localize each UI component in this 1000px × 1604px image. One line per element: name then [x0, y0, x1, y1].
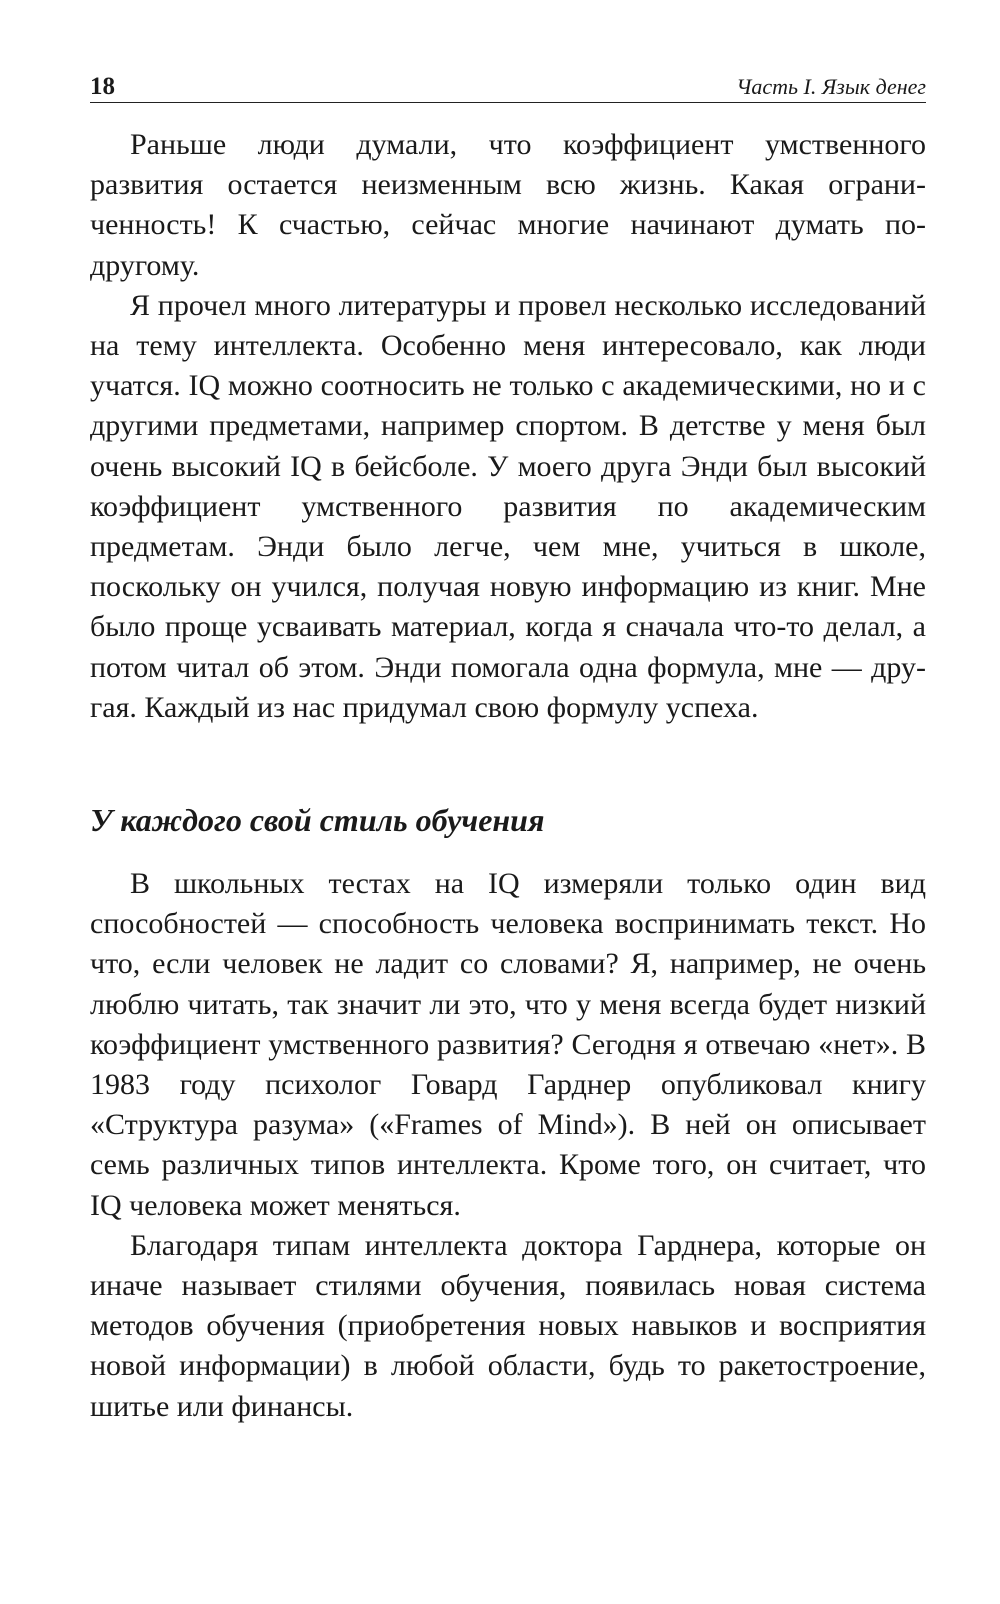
page-number: 18 — [90, 73, 115, 100]
running-header — [90, 60, 926, 103]
running-title: Часть I. Язык денег — [736, 74, 926, 99]
body-text — [90, 125, 926, 1427]
book-page — [90, 60, 926, 1427]
paragraph: Я прочел много литературы и провел несколько исследований на тему интеллекта. Особенно меня интересовало, как люди учатся. IQ можно соотносить не только с академическими, но и с другими предметами, например спортом. В детстве у меня был очень высокий IQ в бейсболе. У моего друга Энди был высокий коэффициент умственного развития по академическим предметам. Энди было легче, чем мне, учиться в школе, поскольку он учился, получая новую информацию из книг. Мне было проще усваивать материал, когда я сначала что-то делал, а потом читал об этом. Энди помогала одна формула, мне — другая. Каждый из нас придумал свою формулу успеха. — [90, 288, 926, 724]
paragraph: Благодаря типам интеллекта доктора Гарднера, которые он иначе называет стилями обучения, появилась новая система методов обучения (приобретения новых навыков и восприятия новой информации) в любой области, будь то ракетостроение, шитье или финансы. — [90, 1228, 926, 1423]
paragraph: Раньше люди думали, что коэффициент умственного развития остается неизменным всю жизнь. Какая ограниченность! К счастью, сейчас многие начинают думать по-другому. — [90, 128, 926, 282]
paragraph: В школьных тестах на IQ измеряли только один вид способностей — способность человека воспринимать текст. Но что, если человек не ладит со словами? Я, например, не очень люблю читать, так значит ли это, что у меня всегда будет низкий коэффициент умственного развития? Сегодня я отвечаю «нет». В 1983 году психолог Говард Гарднер опубликовал книгу «Структура разума» («Frames of Mind»). В ней он описывает семь различных типов интеллекта. Кроме того, он считает, что IQ человека может меняться. — [90, 867, 926, 1222]
section-title: У каждого свой стиль обучения — [90, 802, 545, 839]
